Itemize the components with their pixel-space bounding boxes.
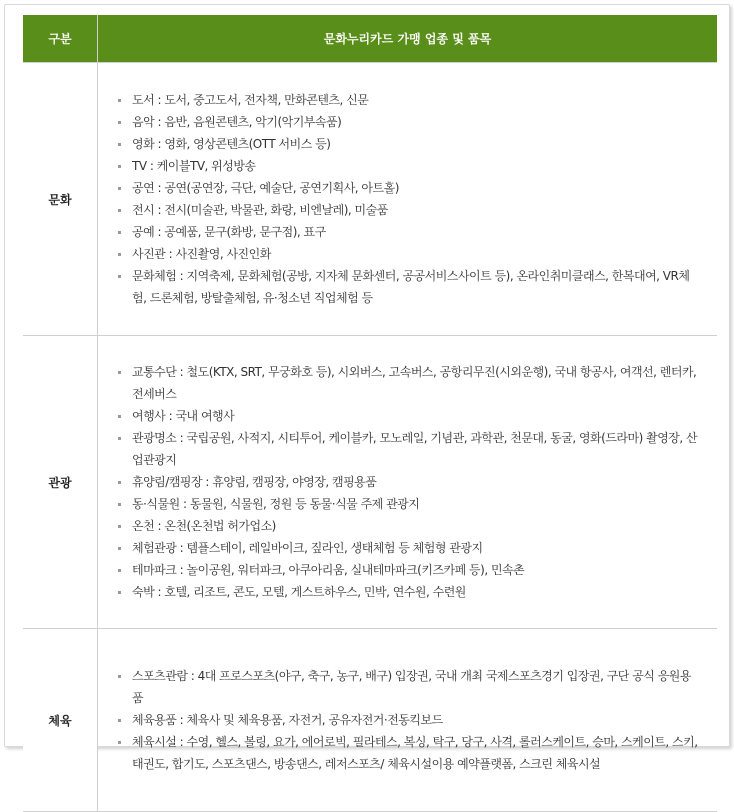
- bullet-icon: [118, 275, 121, 278]
- list-item: TV : 케이블TV, 위성방송: [118, 155, 699, 177]
- list-item: 도서 : 도서, 중고도서, 전자책, 만화콘텐츠, 신문: [118, 89, 699, 111]
- row-items: [98, 336, 718, 629]
- table-header-row: [23, 15, 717, 63]
- list-item: 사진관 : 사진촬영, 사진인화: [118, 243, 699, 265]
- list-item: 여행사 : 국내 여행사: [118, 405, 699, 427]
- content-frame: [4, 4, 730, 771]
- list-item: 스포츠관람 : 4대 프로스포츠(야구, 축구, 농구, 배구) 입장권, 국내 개최 국제스포츠경기 입장권, 구단 공식 응원용품: [118, 665, 699, 709]
- list-item: 테마파크 : 놀이공원, 워터파크, 아쿠아리움, 실내테마파크(키즈카페 등), 민속촌: [118, 559, 699, 581]
- row-category-label: 체육: [23, 629, 98, 812]
- list-item: 동·식물원 : 동물원, 식물원, 정원 등 동물·식물 주제 관광지: [118, 493, 699, 515]
- list-item: 전시 : 전시(미술관, 박물관, 화랑, 비엔날레), 미술품: [118, 199, 699, 221]
- list-item: 관광명소 : 국립공원, 사적지, 시티투어, 케이블카, 모노레일, 기념관, 과학관, 천문대, 동굴, 영화(드라마) 촬영장, 산업관광지: [118, 427, 699, 471]
- list-item: 공연 : 공연(공연장, 극단, 예술단, 공연기획사, 아트홀): [118, 177, 699, 199]
- item-list: [118, 361, 699, 603]
- row-category-label: 관광: [23, 336, 98, 629]
- list-item: 휴양림/캠핑장 : 휴양림, 캠핑장, 야영장, 캠핑용품: [118, 471, 699, 493]
- list-item: 문화체험 : 지역축제, 문화체험(공방, 지자체 문화센터, 공공서비스사이트 등), 온라인취미클래스, 한복대여, VR체험, 드론체험, 방탈출체험, 유·청소년 직업체험 등: [118, 265, 699, 309]
- bullet-icon: [118, 121, 121, 124]
- table-row: [23, 629, 717, 812]
- bullet-icon: [118, 253, 121, 256]
- bullet-icon: [118, 481, 121, 484]
- bullet-icon: [118, 165, 121, 168]
- bullet-icon: [118, 187, 121, 190]
- bullet-icon: [118, 741, 121, 744]
- bullet-icon: [118, 525, 121, 528]
- list-item: 체험관광 : 템플스테이, 레일바이크, 짚라인, 생태체험 등 체험형 관광지: [118, 537, 699, 559]
- list-item: 영화 : 영화, 영상콘텐츠(OTT 서비스 등): [118, 133, 699, 155]
- header-items: 문화누리카드 가맹 업종 및 품목: [98, 15, 718, 63]
- item-list: [118, 665, 699, 775]
- table-row: [23, 63, 717, 336]
- bullet-icon: [118, 415, 121, 418]
- header-category: 구분: [23, 15, 98, 63]
- bullet-icon: [118, 675, 121, 678]
- row-category-label: 문화: [23, 63, 98, 336]
- bullet-icon: [118, 719, 121, 722]
- bullet-icon: [118, 547, 121, 550]
- item-list: [118, 89, 699, 309]
- table-row: [23, 336, 717, 629]
- category-table: [23, 15, 717, 812]
- bullet-icon: [118, 591, 121, 594]
- list-item: 체육용품 : 체육사 및 체육용품, 자전거, 공유자전거·전동킥보드: [118, 709, 699, 731]
- bullet-icon: [118, 143, 121, 146]
- list-item: 공예 : 공예품, 문구(화방, 문구점), 표구: [118, 221, 699, 243]
- list-item: 체육시설 : 수영, 헬스, 볼링, 요가, 에어로빅, 필라테스, 복싱, 탁구, 당구, 사격, 롤러스케이트, 승마, 스케이트, 스키, 태권도, 합기도, 스포츠댄스, 방송댄스, 레저스포츠/ 체육시설이용 예약플랫폼, 스크린 체육시설: [118, 731, 699, 775]
- bullet-icon: [118, 503, 121, 506]
- list-item: 음악 : 음반, 음원콘텐츠, 악기(악기부속품): [118, 111, 699, 133]
- row-items: [98, 629, 718, 812]
- bullet-icon: [118, 371, 121, 374]
- row-items: [98, 63, 718, 336]
- bullet-icon: [118, 231, 121, 234]
- list-item: 온천 : 온천(온천법 허가업소): [118, 515, 699, 537]
- bullet-icon: [118, 569, 121, 572]
- list-item: 교통수단 : 철도(KTX, SRT, 무궁화호 등), 시외버스, 고속버스, 공항리무진(시외운행), 국내 항공사, 여객선, 렌터카, 전세버스: [118, 361, 699, 405]
- bullet-icon: [118, 209, 121, 212]
- bullet-icon: [118, 437, 121, 440]
- bullet-icon: [118, 99, 121, 102]
- list-item: 숙박 : 호텔, 리조트, 콘도, 모텔, 게스트하우스, 민박, 연수원, 수련원: [118, 581, 699, 603]
